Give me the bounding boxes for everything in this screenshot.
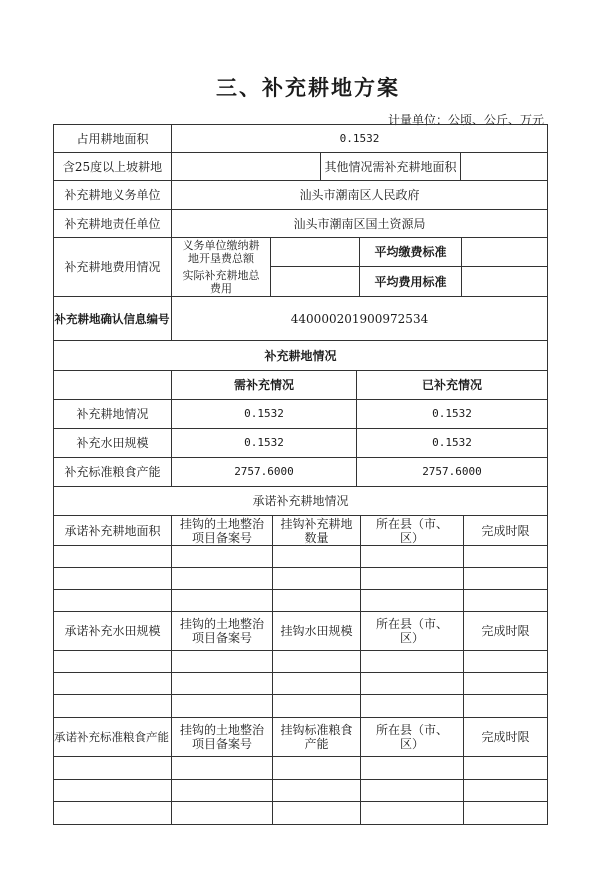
obligation-unit-value: 汕头市潮南区人民政府: [299, 188, 420, 202]
situation-needed-value: 2757.6000: [234, 465, 294, 478]
promise-section-label: 承诺补充耕地面积: [64, 523, 161, 538]
situation-row-label: 补充标准粮食产能: [64, 465, 161, 479]
col-done: 已补充情况: [421, 378, 482, 392]
situation-needed-value: 0.1532: [244, 407, 284, 420]
promise-col-deadline: 完成时限: [481, 523, 530, 538]
occupied-area-value: 0.1532: [339, 131, 380, 145]
cost-label: 补充耕地费用情况: [64, 260, 161, 274]
promise-col-quantity: 挂钩补充耕地 数量: [280, 516, 353, 545]
col-needed: 需补充情况: [233, 378, 294, 392]
promise-heading: 承诺补充耕地情况: [252, 494, 349, 508]
occupied-area-label: 占用耕地面积: [76, 131, 149, 146]
promise-col-county: 所在县（市、 区）: [375, 516, 448, 545]
avg-cost-label: 平均费用标准: [374, 274, 447, 289]
situation-heading: 补充耕地情况: [264, 348, 337, 363]
promise-col-county: 所在县（市、 区）: [375, 723, 448, 751]
unit-note: 计量单位：公顷、公斤、万元: [387, 113, 544, 127]
confirm-no-label: 补充耕地确认信息编号: [54, 311, 170, 326]
promise-section-label: 承诺补充水田规模: [64, 624, 161, 638]
situation-done-value: 0.1532: [432, 407, 472, 420]
avg-paid-label: 平均缴费标准: [374, 245, 447, 259]
promise-col-deadline: 完成时限: [481, 624, 530, 638]
promise-section-label: 承诺补充标准粮食产能: [54, 730, 169, 744]
situation-needed-value: 0.1532: [244, 436, 284, 449]
promise-col-quantity: 挂钩标准粮食 产能: [280, 723, 353, 751]
responsible-unit-value: 汕头市潮南区国土资源局: [293, 216, 426, 231]
responsible-unit-label: 补充耕地责任单位: [64, 216, 161, 231]
page-title: 三、补充耕地方案: [216, 76, 400, 100]
paid-total-label: 义务单位缴纳耕 地开垦费总额: [182, 239, 260, 265]
promise-col-project-no: 挂钩的土地整治 项目备案号: [179, 617, 264, 645]
actual-cost-label: 实际补充耕地总 费用: [182, 268, 260, 295]
situation-row-label: 补充耕地情况: [76, 407, 149, 421]
promise-col-quantity: 挂钩水田规模: [280, 624, 353, 638]
confirm-no-value: 440000201900972534: [290, 311, 429, 326]
situation-done-value: 2757.6000: [422, 465, 482, 478]
slope25-label: 含25度以上坡耕地: [62, 159, 163, 174]
promise-col-project-no: 挂钩的土地整治 项目备案号: [179, 516, 264, 545]
promise-col-county: 所在县（市、 区）: [375, 617, 448, 645]
promise-col-project-no: 挂钩的土地整治 项目备案号: [179, 723, 264, 751]
situation-row-label: 补充水田规模: [76, 436, 149, 450]
promise-col-deadline: 完成时限: [481, 730, 530, 744]
situation-done-value: 0.1532: [432, 436, 472, 449]
other-area-label: 其他情况需补充耕地面积: [324, 159, 457, 174]
obligation-unit-label: 补充耕地义务单位: [64, 188, 161, 202]
